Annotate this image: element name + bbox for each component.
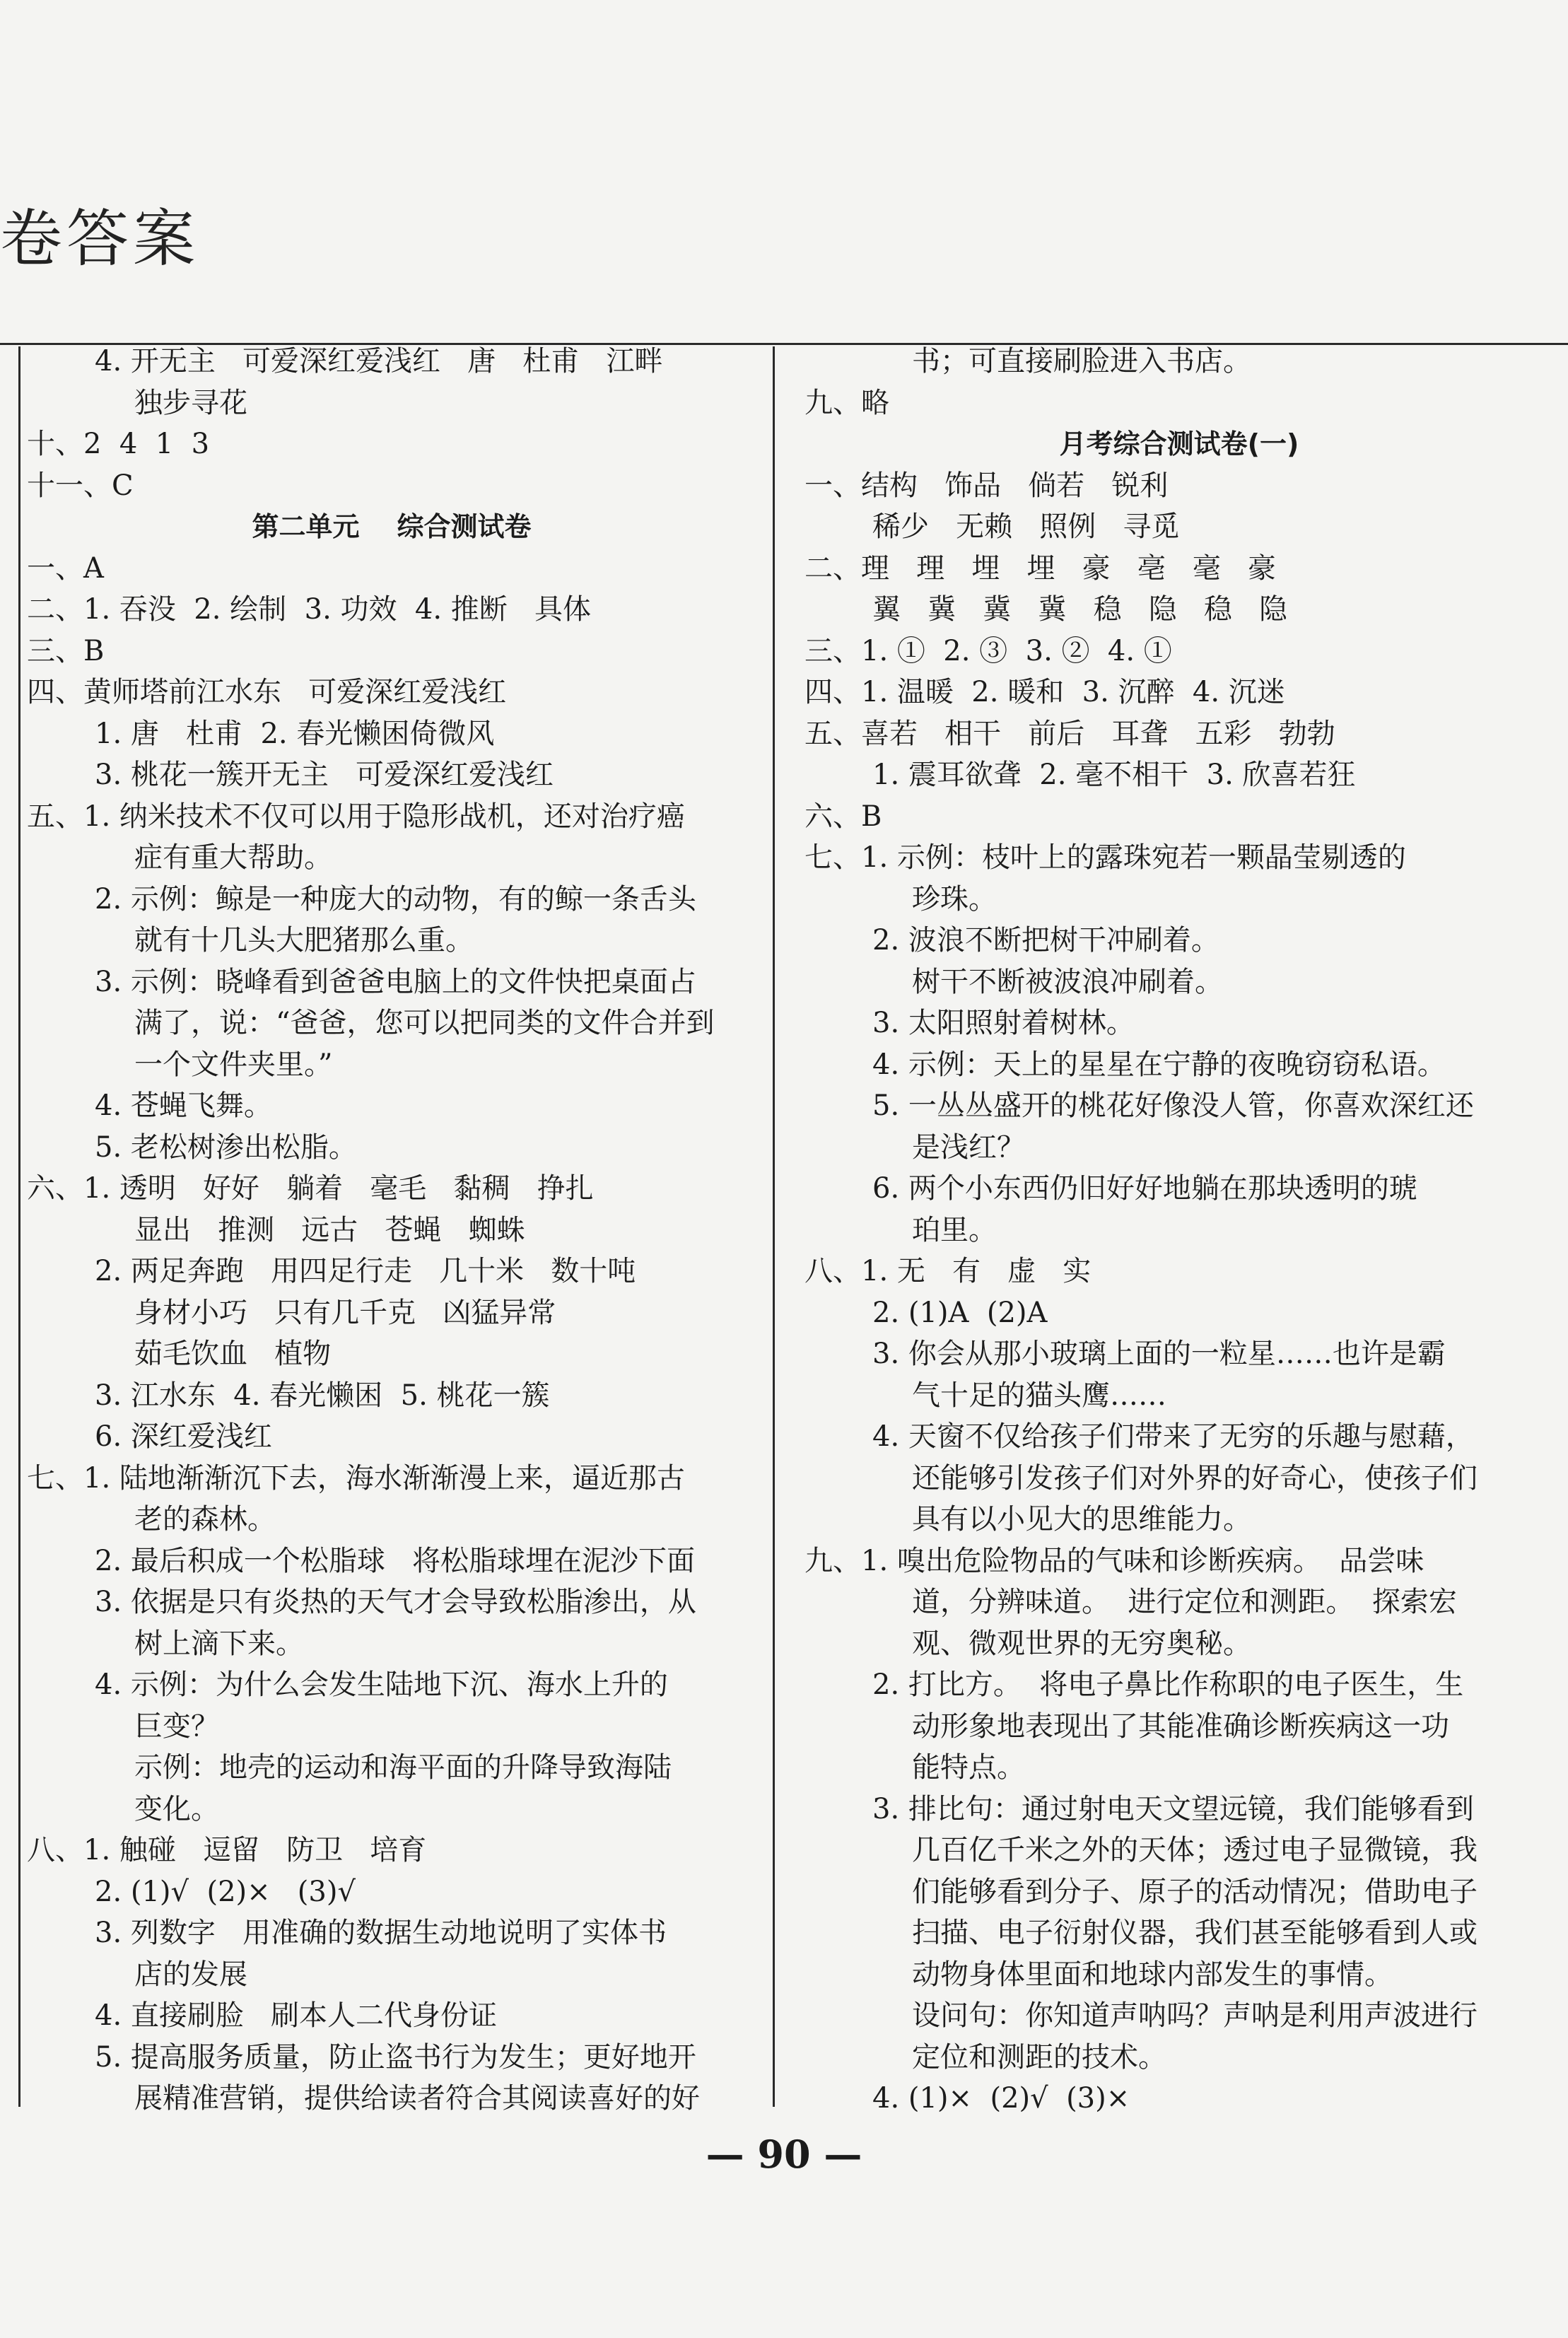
- answer-line: 气十足的猫头鹰……: [912, 1379, 1166, 1412]
- answer-line: 4. 示例：天上的星星在宁静的夜晚窃窃私语。: [872, 1048, 1446, 1081]
- answer-line: 4. 示例：为什么会发生陆地下沉、海水上升的: [95, 1668, 668, 1701]
- answer-line: 三、B: [27, 634, 105, 667]
- answer-line: 翼 冀 冀 冀 稳 隐 稳 隐: [872, 593, 1288, 626]
- answer-line: 示例：地壳的运动和海平面的升降导致海陆: [134, 1751, 672, 1784]
- answer-line: 珍珠。: [912, 882, 997, 916]
- section-heading: 月考综合测试卷(一): [1059, 428, 1299, 460]
- answer-line: 五、喜若 相干 前后 耳聋 五彩 勃勃: [805, 717, 1335, 750]
- answer-line: 2. (1)√ (2)× (3)√: [95, 1875, 356, 1908]
- answer-line: 6. 两个小东西仍旧好好地躺在那块透明的琥: [872, 1172, 1417, 1205]
- answer-line: 2. 打比方。 将电子鼻比作称职的电子医生，生: [872, 1668, 1464, 1701]
- answer-line: 十一、C: [27, 469, 134, 502]
- answer-line: 1. 唐 杜甫 2. 春光懒困倚微风: [95, 717, 495, 750]
- answer-line: 3. 太阳照射着树林。: [872, 1007, 1135, 1039]
- answer-line: 几百亿千米之外的天体；透过电子显微镜，我: [912, 1834, 1478, 1866]
- answer-line: 2. 两足奔跑 用四足行走 几十米 数十吨: [95, 1255, 636, 1287]
- answer-line: 是浅红？: [912, 1130, 1025, 1164]
- answer-line: 3. 排比句：通过射电天文望远镜，我们能够看到: [872, 1792, 1474, 1825]
- answer-line: 四、1. 温暖 2. 暖和 3. 沉醉 4. 沉迷: [805, 676, 1285, 708]
- answer-line: 道，分辨味道。 进行定位和测距。 探索宏: [912, 1586, 1457, 1618]
- answer-line: 茹毛饮血 植物: [134, 1338, 332, 1370]
- answer-line: 1. 震耳欲聋 2. 毫不相干 3. 欣喜若狂: [872, 759, 1356, 791]
- answer-line: 3. 依据是只有炎热的天气才会导致松脂渗出，从: [95, 1586, 696, 1618]
- answer-line: 定位和测距的技术。: [912, 2040, 1166, 2074]
- answer-line: 5. 一丛丛盛开的桃花好像没人管，你喜欢深红还: [872, 1089, 1474, 1122]
- answer-line: 满了，说：“爸爸，您可以把同类的文件合并到: [134, 1007, 715, 1039]
- answer-line: 就有十几头大肥猪那么重。: [134, 924, 474, 957]
- answer-line: 八、1. 无 有 虚 实: [805, 1255, 1092, 1287]
- answer-line: 老的森林。: [134, 1503, 276, 1536]
- answer-line: 九、略: [805, 386, 889, 419]
- answer-line: 珀里。: [912, 1213, 997, 1246]
- answer-line: 变化。: [134, 1792, 219, 1825]
- answer-line: 独步寻花: [134, 386, 247, 419]
- answer-line: 4. (1)× (2)√ (3)×: [872, 2082, 1130, 2115]
- answer-line: 2. 波浪不断把树干冲刷着。: [872, 924, 1219, 957]
- answer-line: 动形象地表现出了其能准确诊断疾病这一功: [912, 1709, 1449, 1743]
- answer-line: 巨变？: [134, 1709, 219, 1743]
- answer-line: 3. 你会从那小玻璃上面的一粒星……也许是霸: [872, 1338, 1446, 1370]
- answer-line: 显出 推测 远古 苍蝇 蜘蛛: [134, 1213, 525, 1246]
- answer-line: 4. 直接刷脸 刷本人二代身份证: [95, 1999, 498, 2032]
- answer-line: 一个文件夹里。”: [134, 1048, 333, 1081]
- answer-line: 二、理 理 埋 埋 豪 亳 毫 豪: [805, 551, 1277, 585]
- answer-line: 店的发展: [134, 1958, 247, 1991]
- answer-line: 八、1. 触碰 逗留 防卫 培育: [27, 1834, 427, 1866]
- answer-line: 五、1. 纳米技术不仅可以用于隐形战机，还对治疗癌: [27, 800, 685, 833]
- answer-line: 3. 列数字 用准确的数据生动地说明了实体书: [95, 1917, 667, 1949]
- answer-line: 们能够看到分子、原子的活动情况；借助电子: [912, 1875, 1478, 1908]
- answer-line: 2. 最后积成一个松脂球 将松脂球埋在泥沙下面: [95, 1544, 696, 1577]
- answer-line: 5. 提高服务质量，防止盗书行为发生；更好地开: [95, 2040, 696, 2074]
- answer-line: 六、1. 透明 好好 躺着 毫毛 黏稠 挣扎: [27, 1172, 594, 1205]
- answer-line: 十、2 4 1 3: [27, 428, 210, 460]
- answer-line: 二、1. 吞没 2. 绘制 3. 功效 4. 推断 具体: [27, 593, 591, 626]
- page-number: — 90 —: [706, 2132, 862, 2177]
- section-heading: 第二单元 综合测试卷: [252, 511, 532, 542]
- answer-line: 具有以小见大的思维能力。: [912, 1503, 1251, 1536]
- answer-line: 2. (1)A (2)A: [872, 1296, 1048, 1329]
- answer-line: 九、1. 嗅出危险物品的气味和诊断疾病。 品尝味: [805, 1544, 1424, 1577]
- answer-line: 观、微观世界的无穷奥秘。: [912, 1627, 1251, 1660]
- answer-line: 4. 苍蝇飞舞。: [95, 1089, 272, 1122]
- answer-line: 身材小巧 只有几千克 凶猛异常: [134, 1296, 556, 1329]
- answer-line: 一、A: [27, 551, 104, 585]
- answer-line: 设问句：你知道声呐吗？声呐是利用声波进行: [912, 1999, 1478, 2032]
- answer-line: 扫描、电子衍射仪器，我们甚至能够看到人或: [912, 1917, 1478, 1949]
- right-answer-column: [805, 341, 1554, 2120]
- page-title: 卷答案: [0, 202, 200, 275]
- answer-line: 六、B: [805, 800, 882, 833]
- answer-line: 能特点。: [912, 1751, 1025, 1784]
- answer-line: 一、结构 饰品 倘若 锐利: [805, 469, 1169, 502]
- answer-line: 稀少 无赖 照例 寻觅: [872, 510, 1180, 543]
- answer-line: 6. 深红爱浅红: [95, 1420, 272, 1453]
- answer-line: 四、黄师塔前江水东 可爱深红爱浅红: [27, 676, 507, 708]
- column-divider: [773, 346, 775, 2107]
- answer-line: 动物身体里面和地球内部发生的事情。: [912, 1958, 1393, 1991]
- answer-line: 七、1. 示例：枝叶上的露珠宛若一颗晶莹剔透的: [805, 841, 1406, 874]
- answer-line: 还能够引发孩子们对外界的好奇心，使孩子们: [912, 1461, 1478, 1495]
- answer-line: 3. 江水东 4. 春光懒困 5. 桃花一簇: [95, 1379, 550, 1412]
- answer-line: 2. 示例：鲸是一种庞大的动物，有的鲸一条舌头: [95, 882, 696, 916]
- left-border: [18, 346, 21, 2107]
- answer-line: 4. 天窗不仅给孩子们带来了无穷的乐趣与慰藉，: [872, 1420, 1474, 1453]
- answer-line: 3. 桃花一簇开无主 可爱深红爱浅红: [95, 759, 554, 791]
- answer-line: 树干不断被波浪冲刷着。: [912, 965, 1223, 998]
- answer-line: 三、1. ① 2. ③ 3. ② 4. ①: [805, 634, 1172, 667]
- left-answer-column: [27, 341, 756, 2120]
- answer-line: 症有重大帮助。: [134, 841, 332, 874]
- answer-line: 4. 开无主 可爱深红爱浅红 唐 杜甫 江畔: [95, 345, 663, 378]
- answer-line: 5. 老松树渗出松脂。: [95, 1130, 357, 1164]
- answer-line: 3. 示例：晓峰看到爸爸电脑上的文件快把桌面占: [95, 965, 696, 998]
- answer-line: 七、1. 陆地渐渐沉下去，海水渐渐漫上来，逼近那古: [27, 1461, 685, 1495]
- answer-line: 展精准营销，提供给读者符合其阅读喜好的好: [134, 2082, 700, 2115]
- answer-line: 书；可直接刷脸进入书店。: [912, 345, 1251, 378]
- answer-line: 树上滴下来。: [134, 1627, 304, 1660]
